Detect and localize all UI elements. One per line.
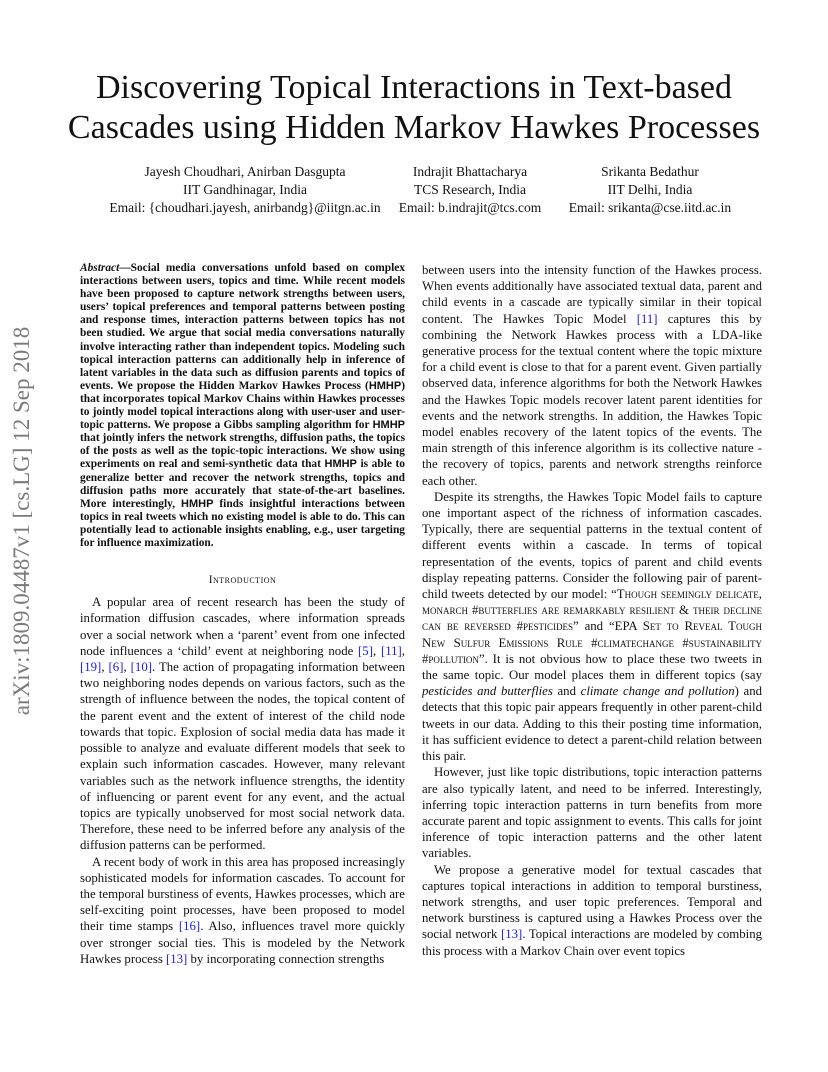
author-names: Indrajit Bhattacharya xyxy=(412,164,528,179)
citation-link[interactable]: [13] xyxy=(500,927,523,942)
body-text: . Topical interactions are modeled by combing this process with a Markov Chain over event topics xyxy=(422,927,762,958)
quoted-tweet-parent: Though seemingly delicate, monarch #butterflies are remarkably resilient & their decline can be reversed #pesticides xyxy=(422,587,762,634)
body-text: . Also, influences travel more quickly over stronger social ties. This is modeled by the Network Hawkes process xyxy=(80,919,406,966)
body-text: Despite its strengths, the Hawkes Topic Model fails to capture one important aspect of the richness of information cascades. Typically, there are sequential patterns in the textual content of different events within a cascade. In terms of topical representation of the events, topics of parent and child events display repeating patterns. Consider the following pair of parent-child tweets detected by our model: “ xyxy=(422,489,762,602)
body-text: between users into the intensity function of the Hawkes process. When events additionally have associated textual data, parent and child events in a cascade are typically similar in their topical content. The Hawkes Topic Model xyxy=(422,263,762,326)
abstract-text: —Social media conversations unfold based on complex interactions between users, topics and time. While recent models have been proposed to capture network strengths between users, users’ topical preferences and temporal patterns between posting and response times, interaction patterns between topics has not been studied. We argue that social media conversations naturally involve interacting rather than independent topics. Modeling such topical interaction patterns can additionally help in inference of latent variables in the data such as diffusion parents and topics of events. We propose the Hidden Markov Hawkes Process ( xyxy=(80,262,405,392)
author-names: Jayesh Choudhari, Anirban Dasgupta xyxy=(144,164,346,179)
citation-link[interactable]: [19] xyxy=(80,660,102,675)
body-text: by incorporating connection strengths xyxy=(187,951,385,966)
topic-name: climate change and pollution xyxy=(580,684,735,699)
author-email: Email: {choudhari.jayesh, anirbandg}@iitgn.ac.in xyxy=(109,200,381,215)
abstract xyxy=(80,262,405,550)
body-text: A popular area of recent research has been the study of information diffusion cascades, where information spreads over a social network when a ‘parent’ event from one infected node influences a ‘child’ event at neighboring node xyxy=(80,595,405,658)
model-acronym: HMHP xyxy=(368,379,402,392)
topic-name: pesticides and butterflies xyxy=(422,684,553,699)
author-names: Srikanta Bedathur xyxy=(601,164,699,179)
author-block-2 xyxy=(385,163,555,217)
author-affiliation: IIT Gandhinagar, India xyxy=(182,182,308,197)
author-block-3 xyxy=(560,163,740,217)
body-text: ” and “ xyxy=(573,619,615,634)
body-text: A recent body of work in this area has proposed increasingly sophisticated models for information cascades. To account for the temporal burstiness of events, Hawkes processes, which are self-exciting point processes, have been proposed to model their time stamps xyxy=(80,854,405,934)
left-column xyxy=(80,262,405,967)
right-paragraph-4 xyxy=(422,862,762,959)
body-text: captures this by combining the Network Hawkes process with a LDA-like generative process for the textual content where the topic mixture for a child event is close to that for a parent event. Given partially observed data, inference algorithms for both the Network Hawkes and the Hawkes Topic models recover latent parent identities for events and the network strengths. In addition, the Hawkes Topic model enables recovery of the latent topics of the events. The main strength of this inference algorithm is its collective nature - the recovery of topics, parents and network strengths reinforce each other. xyxy=(422,311,762,488)
model-acronym: HMHP xyxy=(181,497,214,510)
abstract-text: finds insightful interactions between topics in real tweets which no existing model is able to do. This can potentially lead to actionable insights enabling, e.g., user targeting for influence maximization. xyxy=(80,497,405,549)
citation-link[interactable]: [13] xyxy=(166,951,188,966)
model-acronym: HMHP xyxy=(372,419,405,432)
model-acronym: HMHP xyxy=(324,458,357,471)
abstract-label: Abstract xyxy=(80,262,120,274)
citation-link[interactable]: [11] xyxy=(380,643,402,658)
author-email: Email: b.indrajit@tcs.com xyxy=(398,200,542,215)
intro-paragraph-2 xyxy=(80,854,405,967)
citation-link[interactable]: [6] xyxy=(108,660,124,675)
author-affiliation: IIT Delhi, India xyxy=(607,182,693,197)
body-text: and xyxy=(552,684,581,699)
citation-link[interactable]: [5] xyxy=(358,643,373,658)
right-paragraph-3: However, just like topic distributions, topic interaction patterns are also typically latent, and need to be inferred. Interestingly, inferring topic interaction patterns in turn benefits from more accurate parent and topic assignment to events. This calls for joint inference of topic interaction patterns and the other latent variables. xyxy=(422,765,762,861)
abstract-text: is able to generalize better and recover the network strengths, topics and diffusion paths more accurately that state-of-the-art baselines. More interestingly, xyxy=(80,458,405,510)
body-text: ”. It is not obvious how to place these two tweets in the same topic. Our model places them in different topics (say xyxy=(422,651,762,683)
quoted-tweet-child: EPA Set to Reveal Tough New Sulfur Emissions Rule #climatechange #sustainability #pollution xyxy=(422,619,762,666)
arxiv-stamp: arXiv:1809.04487v1 [cs.LG] 12 Sep 2018 xyxy=(9,326,34,716)
body-text: ) and detects that this topic pair appears frequently in other parent-child tweets in our data. Adding to this their posting time information, it has sufficient evidence to detect a parent-child relation between this pair. xyxy=(422,684,762,764)
author-block-1 xyxy=(80,163,410,217)
paper-title: Discovering Topical Interactions in Text-based Cascades using Hidden Markov Hawkes Processes xyxy=(67,69,761,146)
citation-link[interactable]: [16] xyxy=(178,919,201,934)
citation-link[interactable]: [10] xyxy=(130,660,152,675)
right-paragraph-1 xyxy=(422,262,762,489)
abstract-text: ) that incorporates topical Markov Chains within Hawkes processes to jointly model topical interactions along with user-user and user-topic patterns. We propose a Gibbs sampling algorithm for xyxy=(80,379,405,432)
citation-link[interactable]: [11] xyxy=(636,311,658,326)
body-text: . The action of propagating information between two neighboring nodes depends on various factors, such as the strength of influence between the nodes, the topical content of the parent event and the extent of interest of the child node towards that topic. Explosion of social media data has made it possible to analyze and evaluate different models that seek to explain such information cascades. However, many relevant variables such as the network influence strengths, the identity of influencing or parent event for any event, and the actual topics are typically unobserved for most social network data. Therefore, these need to be inferred before any analysis of the diffusion patterns can be performed. xyxy=(80,660,405,853)
author-email: Email: srikanta@cse.iitd.ac.in xyxy=(568,200,732,215)
section-heading-introduction: Introduction xyxy=(208,574,277,587)
author-affiliation: TCS Research, India xyxy=(413,182,527,197)
abstract-text: that jointly infers the network strengths, diffusion paths, the topics of the posts as well as the topic-topic interactions. We show using experiments on real and semi-synthetic data that xyxy=(80,432,405,471)
right-paragraph-2 xyxy=(422,489,762,764)
body-text: We propose a generative model for textual cascades that captures topical interactions in addition to temporal burstiness, network strengths, and user topic preferences. Temporal and network burstiness is captured using a Hawkes Process over the social network xyxy=(422,862,762,942)
intro-paragraph-1: A popular area of recent research has been the study of information diffusion cascades, where information spreads over a social network when a ‘parent’ event from one infected node influences a ‘child’ event at neighboring node [5], [11], [19], [6], [10]. The action of propagating information between two neighboring nodes depends on various factors, such as the strength of influence between the nodes, the topical content of the parent event and the extent of interest of the child node towards that topic. Explosion of social media data has made it possible to analyze and evaluate different models that seek to explain such information cascades. However, many relevant variables such as the network influence strengths, the identity of influencing or parent event for any event, and the actual topics are typically unobserved for most social network data. Therefore, these need to be inferred before any analysis of the diffusion patterns can be performed. xyxy=(80,595,405,853)
right-column xyxy=(422,262,762,959)
